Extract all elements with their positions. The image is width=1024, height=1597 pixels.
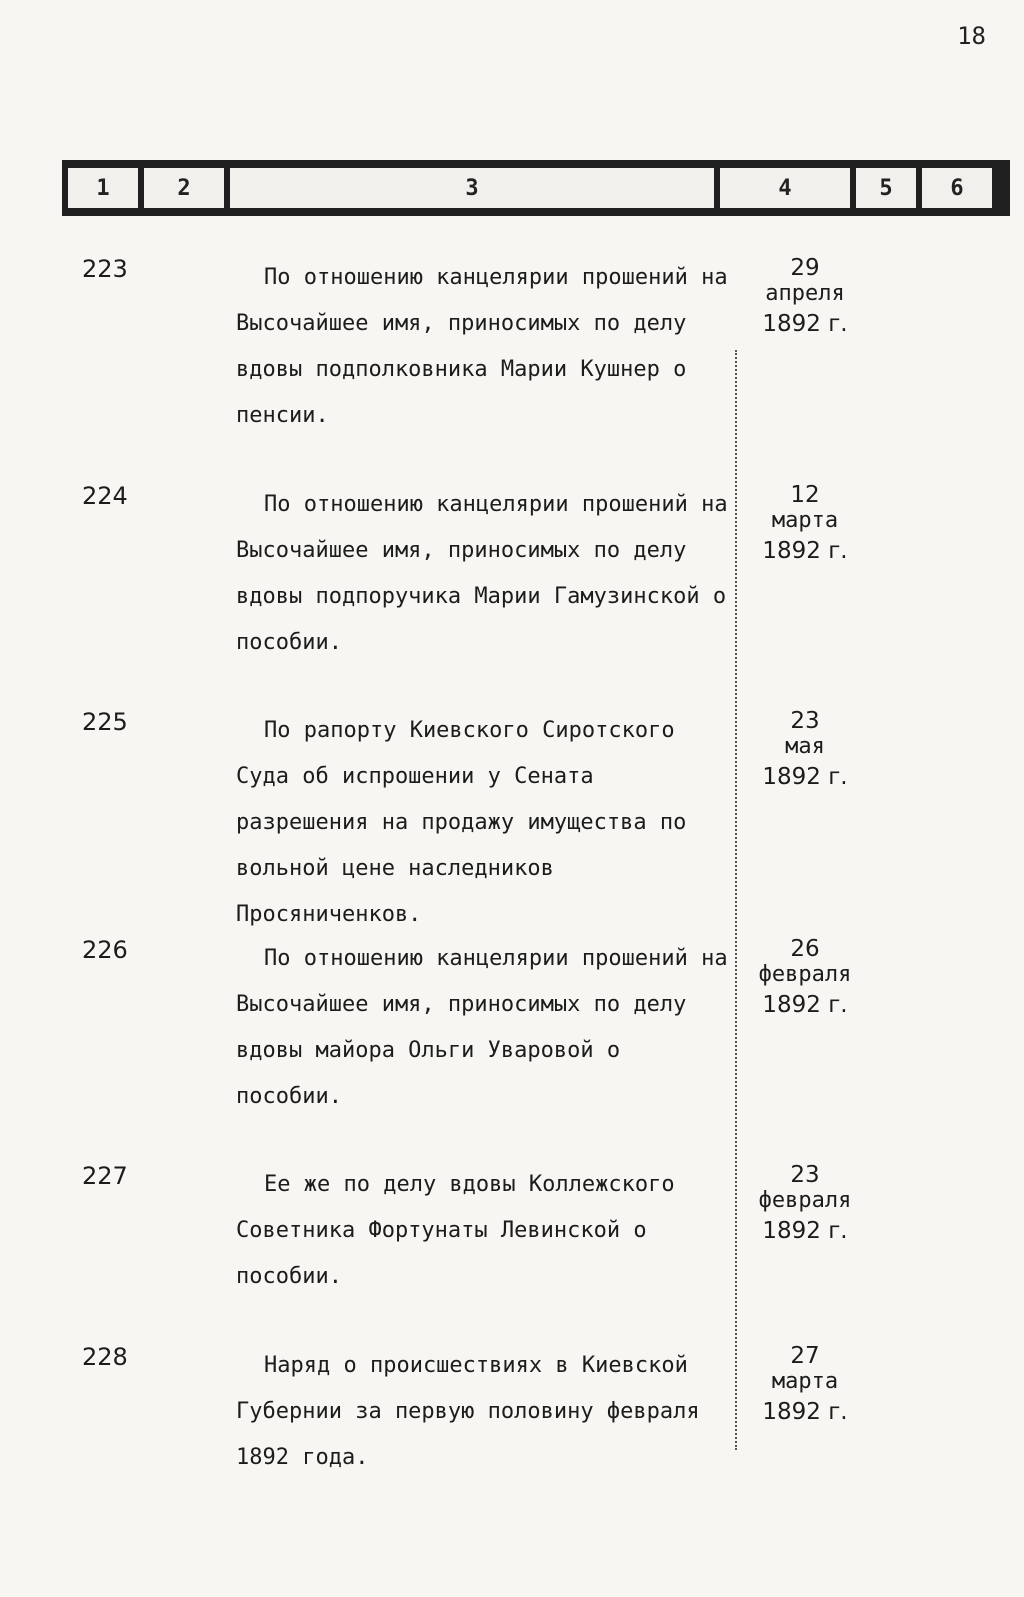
entry-date [740, 1162, 870, 1244]
entry-date [740, 1343, 870, 1425]
entry-description: По отношению канцелярии прошений на Высочайшее имя, приносимых по делу вдовы подполковника Марии Кушнер о пенсии. [236, 265, 728, 428]
header-column-2: 2 [144, 168, 224, 208]
date-day: 27 [790, 1343, 820, 1369]
header-column-4: 4 [720, 168, 850, 208]
entry-number: 224 [82, 482, 128, 510]
entry-description: По рапорту Киевского Сиротского Суда об испрошении у Сената разрешения на продажу имущества по вольной цене наследников Просяниченков. [236, 718, 687, 927]
date-month: марта [771, 508, 839, 533]
date-day: 12 [790, 482, 820, 508]
date-year: 1892 г. [762, 1218, 848, 1244]
date-day: 23 [790, 1162, 820, 1188]
entry-number: 223 [82, 255, 128, 283]
date-month: апреля [765, 281, 845, 306]
date-month: мая [785, 734, 825, 759]
date-day: 26 [790, 936, 820, 962]
page-number: 18 [957, 22, 986, 50]
entry-number: 228 [82, 1343, 128, 1371]
entry-date [740, 936, 870, 1018]
entry-description: По отношению канцелярии прошений на Высочайшее имя, приносимых по делу вдовы майора Ольги Уваровой о пособии. [236, 946, 728, 1109]
date-year: 1892 г. [762, 992, 848, 1018]
header-column-1: 1 [68, 168, 138, 208]
entry-date [740, 708, 870, 790]
date-month: марта [771, 1369, 839, 1394]
entry-date [740, 255, 870, 337]
date-year: 1892 г. [762, 1399, 848, 1425]
header-column-3: 3 [230, 168, 714, 208]
date-year: 1892 г. [762, 311, 848, 337]
date-month: февраля [758, 962, 852, 987]
date-day: 29 [790, 255, 820, 281]
table-header [62, 160, 1010, 216]
date-day: 23 [790, 708, 820, 734]
entry-number: 226 [82, 936, 128, 964]
date-month: февраля [758, 1188, 852, 1213]
entry-description: Ее же по делу вдовы Коллежского Советника Фортунаты Левинской о пособии. [236, 1172, 675, 1289]
entry-number: 225 [82, 708, 128, 736]
entry-number: 227 [82, 1162, 128, 1190]
entry-description: Наряд о происшествиях в Киевской Губернии за первую половину февраля 1892 года. [236, 1353, 700, 1470]
entry-date [740, 482, 870, 564]
entry-description: По отношению канцелярии прошений на Высочайшее имя, приносимых по делу вдовы подпоручика Марии Гамузинской о пособии. [236, 492, 728, 655]
header-column-6: 6 [922, 168, 992, 208]
date-year: 1892 г. [762, 538, 848, 564]
date-year: 1892 г. [762, 764, 848, 790]
header-column-5: 5 [856, 168, 916, 208]
